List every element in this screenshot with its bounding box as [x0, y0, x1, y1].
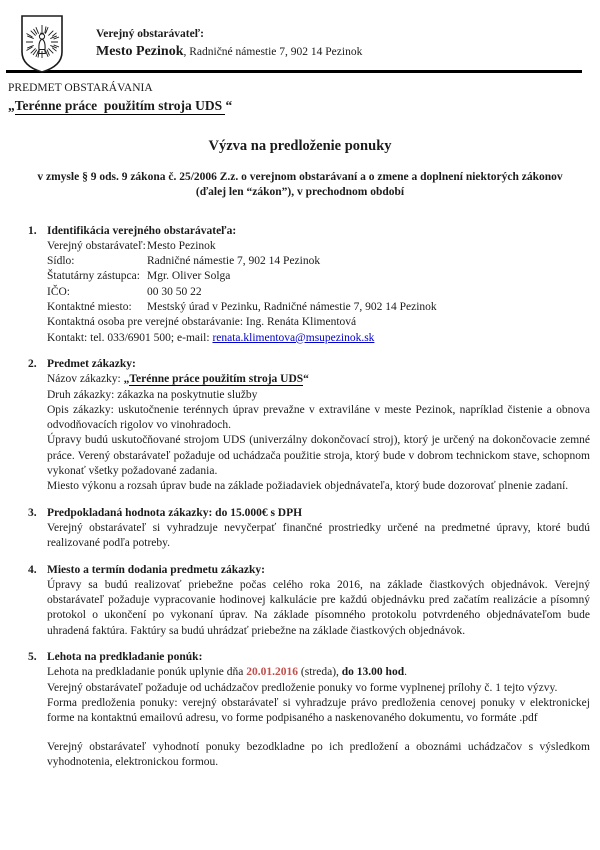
deadline-date: 20.01.2016 — [246, 666, 299, 679]
section-number: 3. — [28, 506, 37, 519]
authority-block — [96, 14, 362, 61]
paragraph: Miesto výkonu a rozsah úprav bude na základe požiadaviek objednávateľa, ktorý bude dozorovať plnenie zadaní. — [47, 480, 569, 493]
deadline-middle: (streda), — [298, 666, 342, 679]
contract-name-prefix: Názov zákazky: — [47, 373, 124, 386]
header-divider — [6, 70, 582, 73]
kv-value: Mestský úrad v Pezinku, Radničné námestie 7, 902 14 Pezinok — [147, 301, 437, 314]
contract-name-open-quote: „ — [123, 373, 130, 386]
kv-label: Sídlo: — [47, 255, 75, 268]
paragraph: Verejný obstarávateľ si vyhradzuje nevyčerpať finančné prostriedky určené na predmetné úpravy, ktoré budú realizované podľa potreby. — [47, 521, 590, 550]
procurement-subject-name — [8, 96, 600, 116]
deadline-prefix: Lehota na predkladanie ponúk uplynie dňa — [47, 666, 247, 679]
deadline-line — [47, 665, 590, 680]
authority-line — [96, 44, 362, 60]
subject-name-text: Terénne práce použitím stroja UDS — [14, 98, 226, 114]
authority-name: Mesto Pezinok — [96, 44, 184, 60]
section-number: 4. — [28, 563, 37, 576]
section-number: 1. — [28, 224, 37, 237]
pezinok-coat-of-arms-logo — [20, 14, 64, 74]
kv-label: Kontaktné miesto: — [47, 301, 132, 314]
procurement-subject — [8, 81, 600, 116]
section-heading: Identifikácia verejného obstarávateľa: — [47, 224, 237, 237]
contact-person-line: Kontaktná osoba pre verejné obstarávanie: Ing. Renáta Klimentová — [47, 316, 357, 329]
subject-close-quote: “ — [225, 98, 233, 114]
paragraph: Opis zákazky: uskutočnenie terénnych úprav prevažne v extraviláne v meste Pezinok, napríklad čistenie a obnova odvodňovacích rigolov vo vinohradoch. — [47, 403, 590, 432]
paragraph: Druh zákazky: zákazka na poskytnutie služby — [47, 388, 258, 401]
section-heading: Predmet zákazky: — [47, 357, 136, 370]
paragraph: Forma predloženia ponuky: verejný obstarávateľ si vyhradzuje právo predloženia cenovej ponuky v elektronickej forme na kontaktnú emailovú adresu, vo forme podpisaného a naskenovaného dokumentu, vo formáte .pdf — [47, 696, 590, 725]
subject-open-quote: „ — [8, 98, 15, 114]
contract-name-text: Terénne práce použitím stroja UDS — [129, 373, 304, 386]
kv-value: Mesto Pezinok — [147, 239, 216, 252]
paragraph: Verejný obstarávateľ požaduje od uchádzačov predloženie ponuky vo forme vyplnenej prílohy č. 1 tejto výzvy. — [47, 681, 558, 694]
document-title: Výzva na predloženie ponuky — [208, 138, 392, 155]
contact-line — [47, 331, 590, 346]
header — [0, 0, 600, 68]
section-place-and-term — [0, 563, 600, 639]
paragraph: Úpravy sa budú realizovať priebežne počas celého roka 2016, na základe čiastkových objednávok. Verejný obstarávateľ požaduje vypracovanie hodinovej kalkulácie pre každú objednávku pred začatím realizácie a písomný protokol o ukončení po vykonaní úprav. Na základe písomného protokolu potvrdeného objednávateľom bude uhradená faktúra. Faktúry sa budú uhrádzať priebežne na základe čiastkových objednávok. — [47, 578, 590, 637]
contact-prefix: Kontakt: tel. 033/6901 500; e-mail: — [47, 331, 213, 344]
document-subtitle — [0, 170, 600, 201]
authority-address: , Radničné námestie 7, 902 14 Pezinok — [183, 46, 363, 59]
kv-row — [47, 254, 590, 269]
section-number: 2. — [28, 357, 37, 370]
subtitle-line-1: v zmysle § 9 ods. 9 zákona č. 25/2006 Z.z. o verejnom obstarávaní a o zmene a doplnení niektorých zákonov — [37, 170, 563, 183]
section-identification — [0, 224, 600, 346]
document-body — [0, 224, 600, 771]
kv-value: Mgr. Oliver Solga — [147, 270, 231, 283]
kv-value: Radničné námestie 7, 902 14 Pezinok — [147, 255, 321, 268]
kv-row — [47, 239, 590, 254]
email-link[interactable]: renata.klimentova@msupezinok.sk — [212, 331, 375, 344]
section-subject-of-contract — [0, 357, 600, 495]
section-heading: Miesto a termín dodania predmetu zákazky: — [47, 563, 265, 576]
kv-label: Štatutárny zástupca: — [47, 270, 140, 283]
procurement-subject-label: PREDMET OBSTARÁVANIA — [8, 82, 153, 94]
contract-name-line — [47, 372, 590, 387]
kv-value: 00 30 50 22 — [147, 285, 202, 298]
deadline-time: do 13.00 hod — [341, 666, 405, 679]
final-paragraph: Verejný obstarávateľ vyhodnotí ponuky bezodkladne po ich predložení a oboznámi uchádzačov s výsledkom vyhodnotenia, elektronickou formou. — [47, 740, 590, 768]
section-heading: Predpokladaná hodnota zákazky: do 15.000€ s DPH — [47, 506, 303, 519]
section-estimated-value — [0, 506, 600, 552]
section-heading: Lehota na predkladanie ponúk: — [47, 651, 203, 664]
section-number: 5. — [28, 651, 37, 664]
deadline-suffix: . — [404, 666, 407, 679]
paragraph: Úpravy budú uskutočňované strojom UDS (univerzálny dokončovací stroj), ktorý je určený na dokončovacie zemné práce. Verený obstarávateľ požaduje od uchádzača použitie stroja, ktorý bude v dobrom technickom stave, schopnom vykonať všetky požadované zadania. — [47, 434, 590, 478]
kv-label: Verejný obstarávateľ: — [47, 239, 146, 252]
subtitle-line-2: (ďalej len “zákon”), v prechodnom období — [195, 186, 405, 199]
kv-label: IČO: — [47, 285, 70, 298]
contract-name-close-quote: “ — [303, 373, 309, 386]
authority-label: Verejný obstarávateľ: — [96, 28, 204, 40]
kv-row — [47, 269, 590, 284]
kv-row — [47, 300, 590, 315]
section-submission-deadline — [0, 650, 600, 770]
kv-row — [47, 285, 590, 300]
